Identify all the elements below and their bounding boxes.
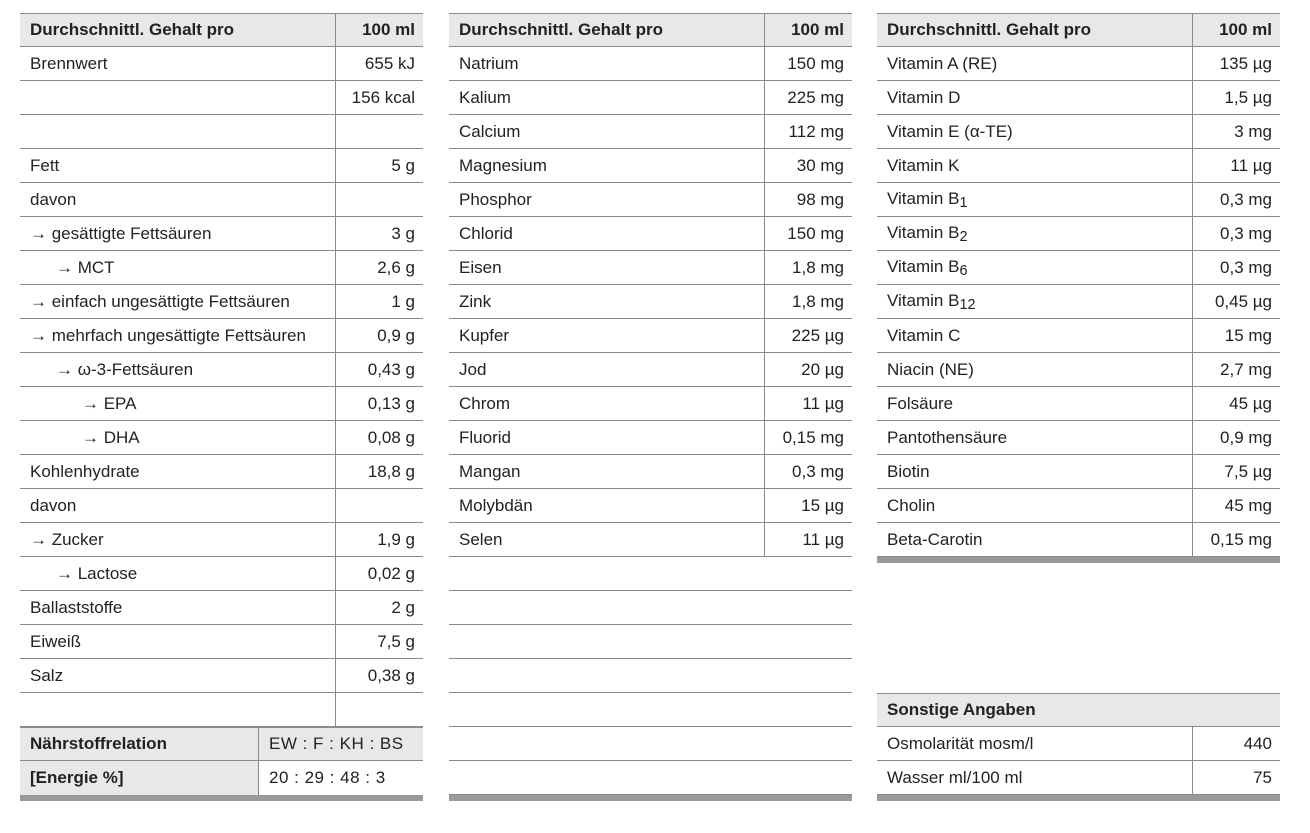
row-label: Mangan	[459, 461, 521, 481]
row-label: Molybdän	[459, 495, 533, 515]
row-value: 0,43 g	[335, 353, 423, 386]
row-label: → Lactose	[56, 563, 138, 583]
row-value: 1,8 mg	[764, 285, 852, 318]
row-value: 15 µg	[764, 489, 852, 522]
row-value: 0,9 mg	[1192, 421, 1280, 454]
row-value: 1,9 g	[335, 523, 423, 556]
row-label: Salz	[30, 665, 64, 685]
table-row	[449, 489, 852, 523]
ratio-values: 20 : 29 : 48 : 3	[258, 761, 423, 795]
table-row-empty	[449, 727, 852, 761]
row-value: 0,15 mg	[1192, 523, 1280, 556]
row-label: → einfach ungesättigte Fettsäuren	[30, 291, 290, 311]
nutrition-table-macros	[20, 13, 423, 801]
row-label: Selen	[459, 529, 503, 549]
table-row	[877, 149, 1280, 183]
row-label: Vitamin E (α-TE)	[887, 121, 1013, 141]
row-value: 98 mg	[764, 183, 852, 216]
table-row	[449, 47, 852, 81]
row-value: 112 mg	[764, 115, 852, 148]
table-header	[877, 693, 1280, 727]
table-end-bar	[877, 557, 1280, 563]
row-value: 7,5 µg	[1192, 455, 1280, 488]
table-row	[449, 353, 852, 387]
row-label: Natrium	[459, 53, 519, 73]
table-row	[449, 149, 852, 183]
row-value: 0,3 mg	[1192, 183, 1280, 216]
row-label: Vitamin B6	[887, 256, 968, 279]
table-row-empty	[449, 693, 852, 727]
row-label: Jod	[459, 359, 487, 379]
table-row	[20, 625, 423, 659]
row-label: → mehrfach ungesättigte Fettsäuren	[30, 325, 306, 345]
row-label: Chlorid	[459, 223, 513, 243]
table-row	[20, 81, 423, 115]
table-row	[449, 251, 852, 285]
row-label: Chrom	[459, 393, 511, 413]
table-row-empty	[449, 659, 852, 693]
row-value	[335, 489, 423, 522]
table-row	[449, 319, 852, 353]
row-value: 7,5 g	[335, 625, 423, 658]
table-row	[449, 387, 852, 421]
row-value: 3 g	[335, 217, 423, 250]
table-row	[20, 489, 423, 523]
row-value: 135 µg	[1192, 47, 1280, 80]
ratio-row-keys	[20, 727, 423, 761]
header-value: 100 ml	[1192, 14, 1280, 46]
row-value: 150 mg	[764, 47, 852, 80]
row-label: Niacin (NE)	[887, 359, 974, 379]
row-value: 0,08 g	[335, 421, 423, 454]
table-row	[20, 47, 423, 81]
row-value: 0,3 mg	[1192, 217, 1280, 250]
row-label: davon	[30, 189, 77, 209]
row-label: → EPA	[82, 393, 137, 413]
table-row	[877, 47, 1280, 81]
row-value: 0,38 g	[335, 659, 423, 692]
table-row-empty	[449, 557, 852, 591]
row-label: Eiweiß	[30, 631, 82, 651]
row-label: Fluorid	[459, 427, 511, 447]
header-label: Durchschnittl. Gehalt pro	[887, 20, 1092, 39]
table-row	[449, 183, 852, 217]
row-label: Osmolarität mosm/l	[887, 733, 1034, 753]
row-label: Vitamin C	[887, 325, 961, 345]
row-value: 0,02 g	[335, 557, 423, 590]
ratio-label: Nährstoffrelation	[30, 734, 167, 753]
ratio-row-values	[20, 761, 423, 795]
table-row	[20, 591, 423, 625]
row-label: → MCT	[56, 257, 115, 277]
table-row-empty	[449, 591, 852, 625]
table-header	[449, 13, 852, 47]
table-row	[20, 115, 423, 149]
table-row	[449, 115, 852, 149]
row-label: Folsäure	[887, 393, 954, 413]
row-value: 11 µg	[764, 523, 852, 556]
table-row	[449, 421, 852, 455]
row-label: Beta-Carotin	[887, 529, 983, 549]
table-end-bar	[449, 795, 852, 801]
header-label: Durchschnittl. Gehalt pro	[30, 20, 235, 39]
table-row	[877, 455, 1280, 489]
row-label: Vitamin B1	[887, 188, 968, 211]
row-value: 11 µg	[764, 387, 852, 420]
row-value: 1,8 mg	[764, 251, 852, 284]
table-row	[20, 251, 423, 285]
row-label: → gesättigte Fettsäuren	[30, 223, 212, 243]
other-info-table	[877, 693, 1280, 801]
row-label: → Zucker	[30, 529, 104, 549]
row-label: Vitamin B2	[887, 222, 968, 245]
header-value: 100 ml	[764, 14, 852, 46]
table-row	[20, 217, 423, 251]
row-label: Ballaststoffe	[30, 597, 123, 617]
row-label: Phosphor	[459, 189, 532, 209]
table-row	[20, 353, 423, 387]
row-value: 225 mg	[764, 81, 852, 114]
row-label: Brennwert	[30, 53, 108, 73]
table-row	[20, 557, 423, 591]
header-label: Durchschnittl. Gehalt pro	[459, 20, 664, 39]
table-row	[20, 183, 423, 217]
table-row	[877, 183, 1280, 217]
row-label: davon	[30, 495, 77, 515]
row-value: 45 µg	[1192, 387, 1280, 420]
row-label: Cholin	[887, 495, 936, 515]
table-row	[20, 149, 423, 183]
row-label: Pantothensäure	[887, 427, 1008, 447]
header-label: Sonstige Angaben	[887, 700, 1036, 719]
table-row	[20, 523, 423, 557]
table-row	[877, 421, 1280, 455]
row-value: 0,9 g	[335, 319, 423, 352]
row-value: 1,5 µg	[1192, 81, 1280, 114]
table-row	[20, 455, 423, 489]
row-value: 75	[1192, 761, 1280, 794]
row-value: 0,3 mg	[764, 455, 852, 488]
row-value: 156 kcal	[335, 81, 423, 114]
header-value: 100 ml	[335, 14, 423, 46]
row-value: 18,8 g	[335, 455, 423, 488]
row-value: 5 g	[335, 149, 423, 182]
table-header	[20, 13, 423, 47]
nutrition-table-minerals	[449, 13, 852, 801]
row-value: 15 mg	[1192, 319, 1280, 352]
row-value: 1 g	[335, 285, 423, 318]
table-row	[449, 217, 852, 251]
row-label: → ω-3-Fettsäuren	[56, 359, 194, 379]
row-value: 11 µg	[1192, 149, 1280, 182]
row-label: Magnesium	[459, 155, 547, 175]
row-label: Vitamin K	[887, 155, 960, 175]
row-label: Kohlenhydrate	[30, 461, 140, 481]
row-value: 0,13 g	[335, 387, 423, 420]
nutrition-table-vitamins	[877, 13, 1280, 563]
row-label: Zink	[459, 291, 492, 311]
row-label: → DHA	[82, 427, 140, 447]
row-label: Calcium	[459, 121, 521, 141]
table-end-bar	[20, 795, 423, 801]
table-row	[449, 285, 852, 319]
row-value: 2,7 mg	[1192, 353, 1280, 386]
row-value: 45 mg	[1192, 489, 1280, 522]
table-row	[20, 387, 423, 421]
row-label: Eisen	[459, 257, 502, 277]
table-row	[449, 81, 852, 115]
row-value: 20 µg	[764, 353, 852, 386]
row-value: 150 mg	[764, 217, 852, 250]
row-value: 225 µg	[764, 319, 852, 352]
row-value	[335, 693, 423, 726]
table-row	[877, 523, 1280, 557]
ratio-sublabel: [Energie %]	[30, 768, 124, 787]
row-label: Biotin	[887, 461, 930, 481]
table-row	[877, 489, 1280, 523]
row-label: Vitamin A (RE)	[887, 53, 998, 73]
row-value	[335, 115, 423, 148]
table-row	[449, 523, 852, 557]
row-value: 0,15 mg	[764, 421, 852, 454]
table-row	[20, 693, 423, 727]
table-row	[877, 217, 1280, 251]
row-label: Wasser ml/100 ml	[887, 767, 1023, 787]
row-value: 655 kJ	[335, 47, 423, 80]
table-row	[877, 387, 1280, 421]
row-label: Vitamin D	[887, 87, 961, 107]
row-value: 440	[1192, 727, 1280, 760]
table-header	[877, 13, 1280, 47]
row-value: 0,3 mg	[1192, 251, 1280, 284]
table-row	[449, 455, 852, 489]
row-value: 3 mg	[1192, 115, 1280, 148]
row-label: Kupfer	[459, 325, 510, 345]
table-row	[877, 727, 1280, 761]
table-end-bar	[877, 795, 1280, 801]
table-row	[877, 115, 1280, 149]
table-row	[877, 319, 1280, 353]
table-row	[877, 761, 1280, 795]
row-value: 0,45 µg	[1192, 285, 1280, 318]
ratio-keys: EW : F : KH : BS	[258, 728, 423, 760]
table-row	[20, 659, 423, 693]
row-label: Vitamin B12	[887, 290, 976, 313]
table-row-empty	[449, 625, 852, 659]
table-row	[20, 285, 423, 319]
row-label: Kalium	[459, 87, 511, 107]
table-row	[877, 285, 1280, 319]
table-row	[877, 251, 1280, 285]
row-value: 2,6 g	[335, 251, 423, 284]
table-row	[20, 319, 423, 353]
table-row-empty	[449, 761, 852, 795]
row-value: 30 mg	[764, 149, 852, 182]
table-row	[877, 353, 1280, 387]
row-label: Fett	[30, 155, 60, 175]
row-value	[335, 183, 423, 216]
table-row	[877, 81, 1280, 115]
table-row	[20, 421, 423, 455]
row-value: 2 g	[335, 591, 423, 624]
